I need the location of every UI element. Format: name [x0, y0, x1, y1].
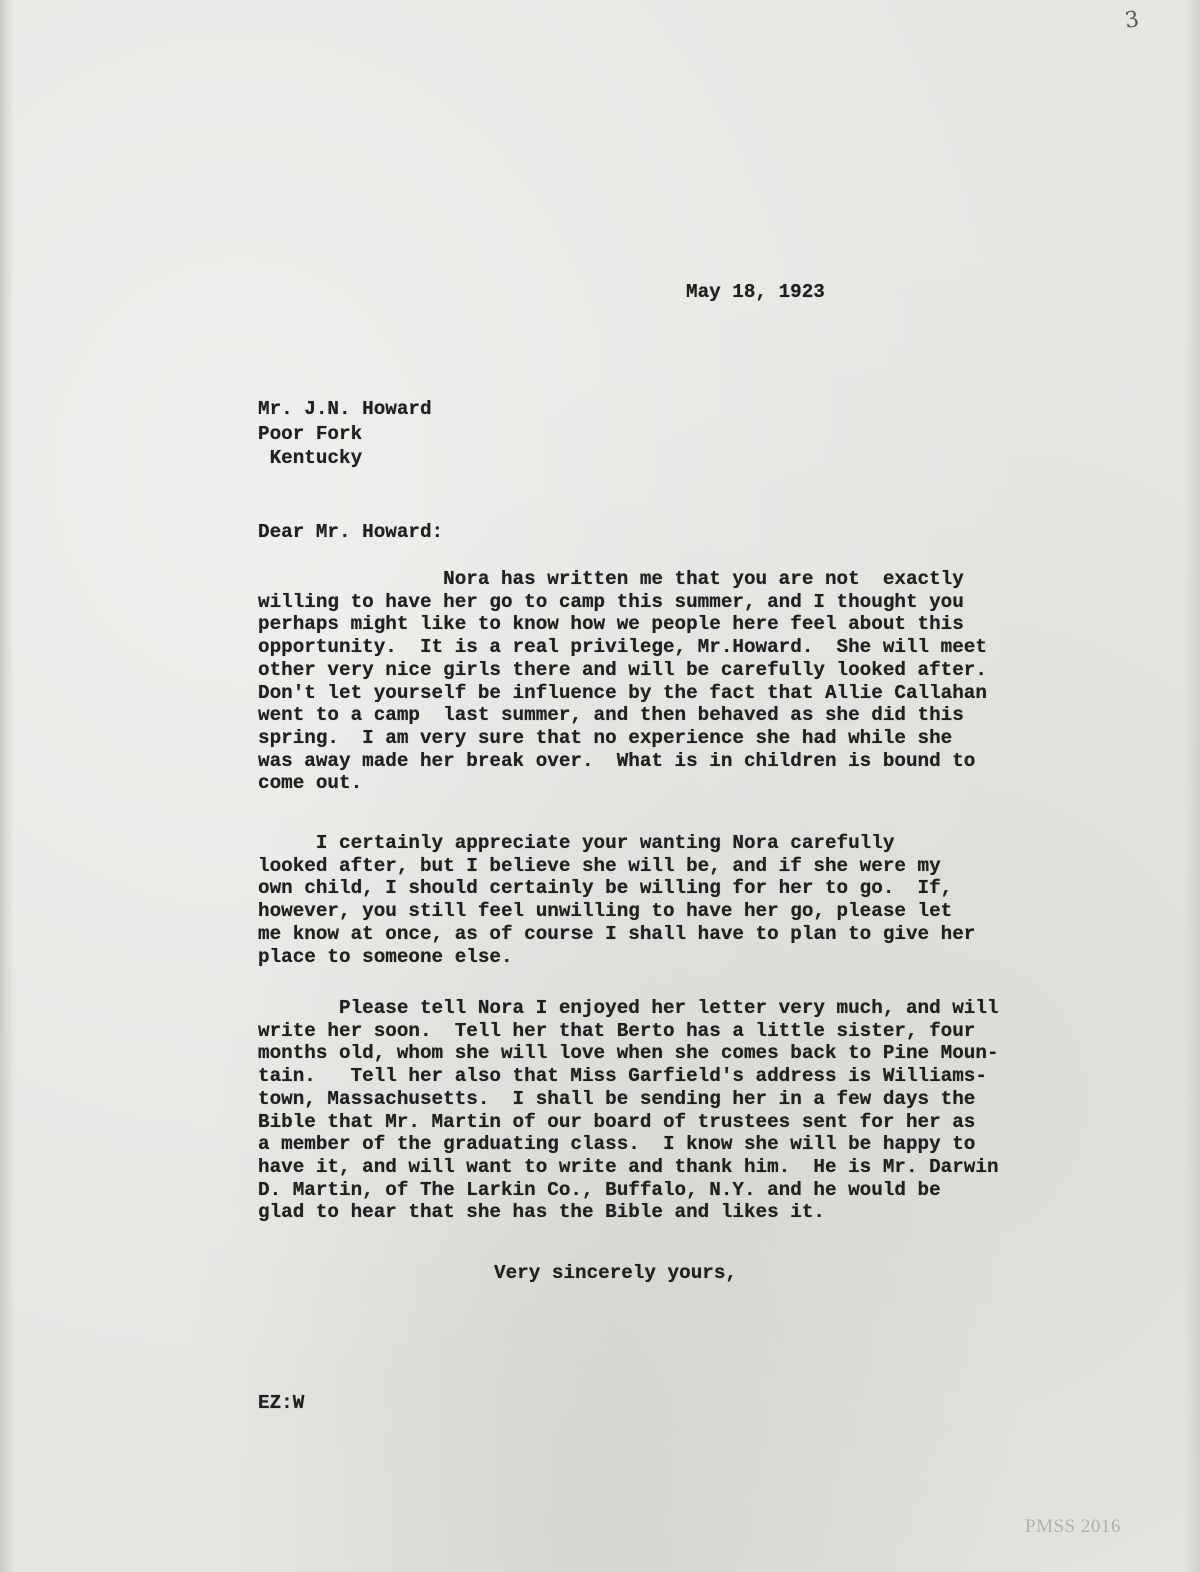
text-line: other very nice girls there and will be carefully looked after.	[258, 658, 987, 681]
page-number: 3	[1123, 7, 1141, 34]
text-line: glad to hear that she has the Bible and likes it.	[258, 1201, 825, 1224]
text-line: come out.	[258, 772, 363, 795]
paragraph-1	[258, 568, 987, 795]
letter-date: May 18, 1923	[686, 281, 825, 303]
text-line: tain. Tell her also that Miss Garfield's address is Williams-	[258, 1065, 987, 1088]
text-line: perhaps might like to know how we people here feel about this	[258, 613, 964, 636]
text-line: me know at once, as of course I shall have to plan to give her	[258, 922, 976, 945]
text-line: Please tell Nora I enjoyed her letter very much, and will	[258, 997, 999, 1019]
text-line: own child, I should certainly be willing for her to go. If,	[258, 877, 953, 900]
text-line: Nora has written me that you are not exactly	[258, 568, 964, 590]
text-line: place to someone else.	[258, 945, 513, 968]
text-line: Don't let yourself be influence by the fact that Allie Callahan	[258, 681, 987, 704]
text-line: I certainly appreciate your wanting Nora carefully	[258, 832, 895, 854]
text-line: opportunity. It is a real privilege, Mr.Howard. She will meet	[258, 636, 987, 659]
text-line: months old, whom she will love when she comes back to Pine Moun-	[258, 1042, 999, 1065]
text-line: write her soon. Tell her that Berto has a little sister, four	[258, 1019, 976, 1042]
text-line: went to a camp last summer, and then behaved as she did this	[258, 704, 964, 727]
recipient-town: Poor Fork	[258, 422, 363, 445]
text-line: Bible that Mr. Martin of our board of trustees sent for her as	[258, 1110, 976, 1133]
recipient-address	[258, 398, 432, 470]
text-line: spring. I am very sure that no experience she had while she	[258, 726, 953, 749]
typist-initials: EZ:W	[258, 1392, 305, 1414]
text-line: however, you still feel unwilling to have her go, please let	[258, 900, 953, 923]
text-line: was away made her break over. What is in children is bound to	[258, 749, 976, 772]
paper-edge-right	[1186, 0, 1200, 1572]
paper-edge-left	[0, 0, 14, 1572]
recipient-name: Mr. J.N. Howard	[258, 398, 432, 420]
watermark: PMSS 2016	[1025, 1516, 1121, 1537]
salutation: Dear Mr. Howard:	[258, 521, 444, 543]
text-line: looked after, but I believe she will be, and if she were my	[258, 854, 941, 877]
text-line: town, Massachusetts. I shall be sending her in a few days the	[258, 1087, 976, 1110]
closing: Very sincerely yours,	[494, 1262, 737, 1284]
paragraph-3	[258, 997, 999, 1224]
text-line: have it, and will want to write and thank him. He is Mr. Darwin	[258, 1155, 999, 1178]
text-line: a member of the graduating class. I know she will be happy to	[258, 1133, 976, 1156]
text-line: D. Martin, of The Larkin Co., Buffalo, N.Y. and he would be	[258, 1178, 941, 1201]
text-line: willing to have her go to camp this summer, and I thought you	[258, 590, 964, 613]
recipient-state: Kentucky	[258, 447, 363, 470]
paragraph-2	[258, 832, 975, 968]
